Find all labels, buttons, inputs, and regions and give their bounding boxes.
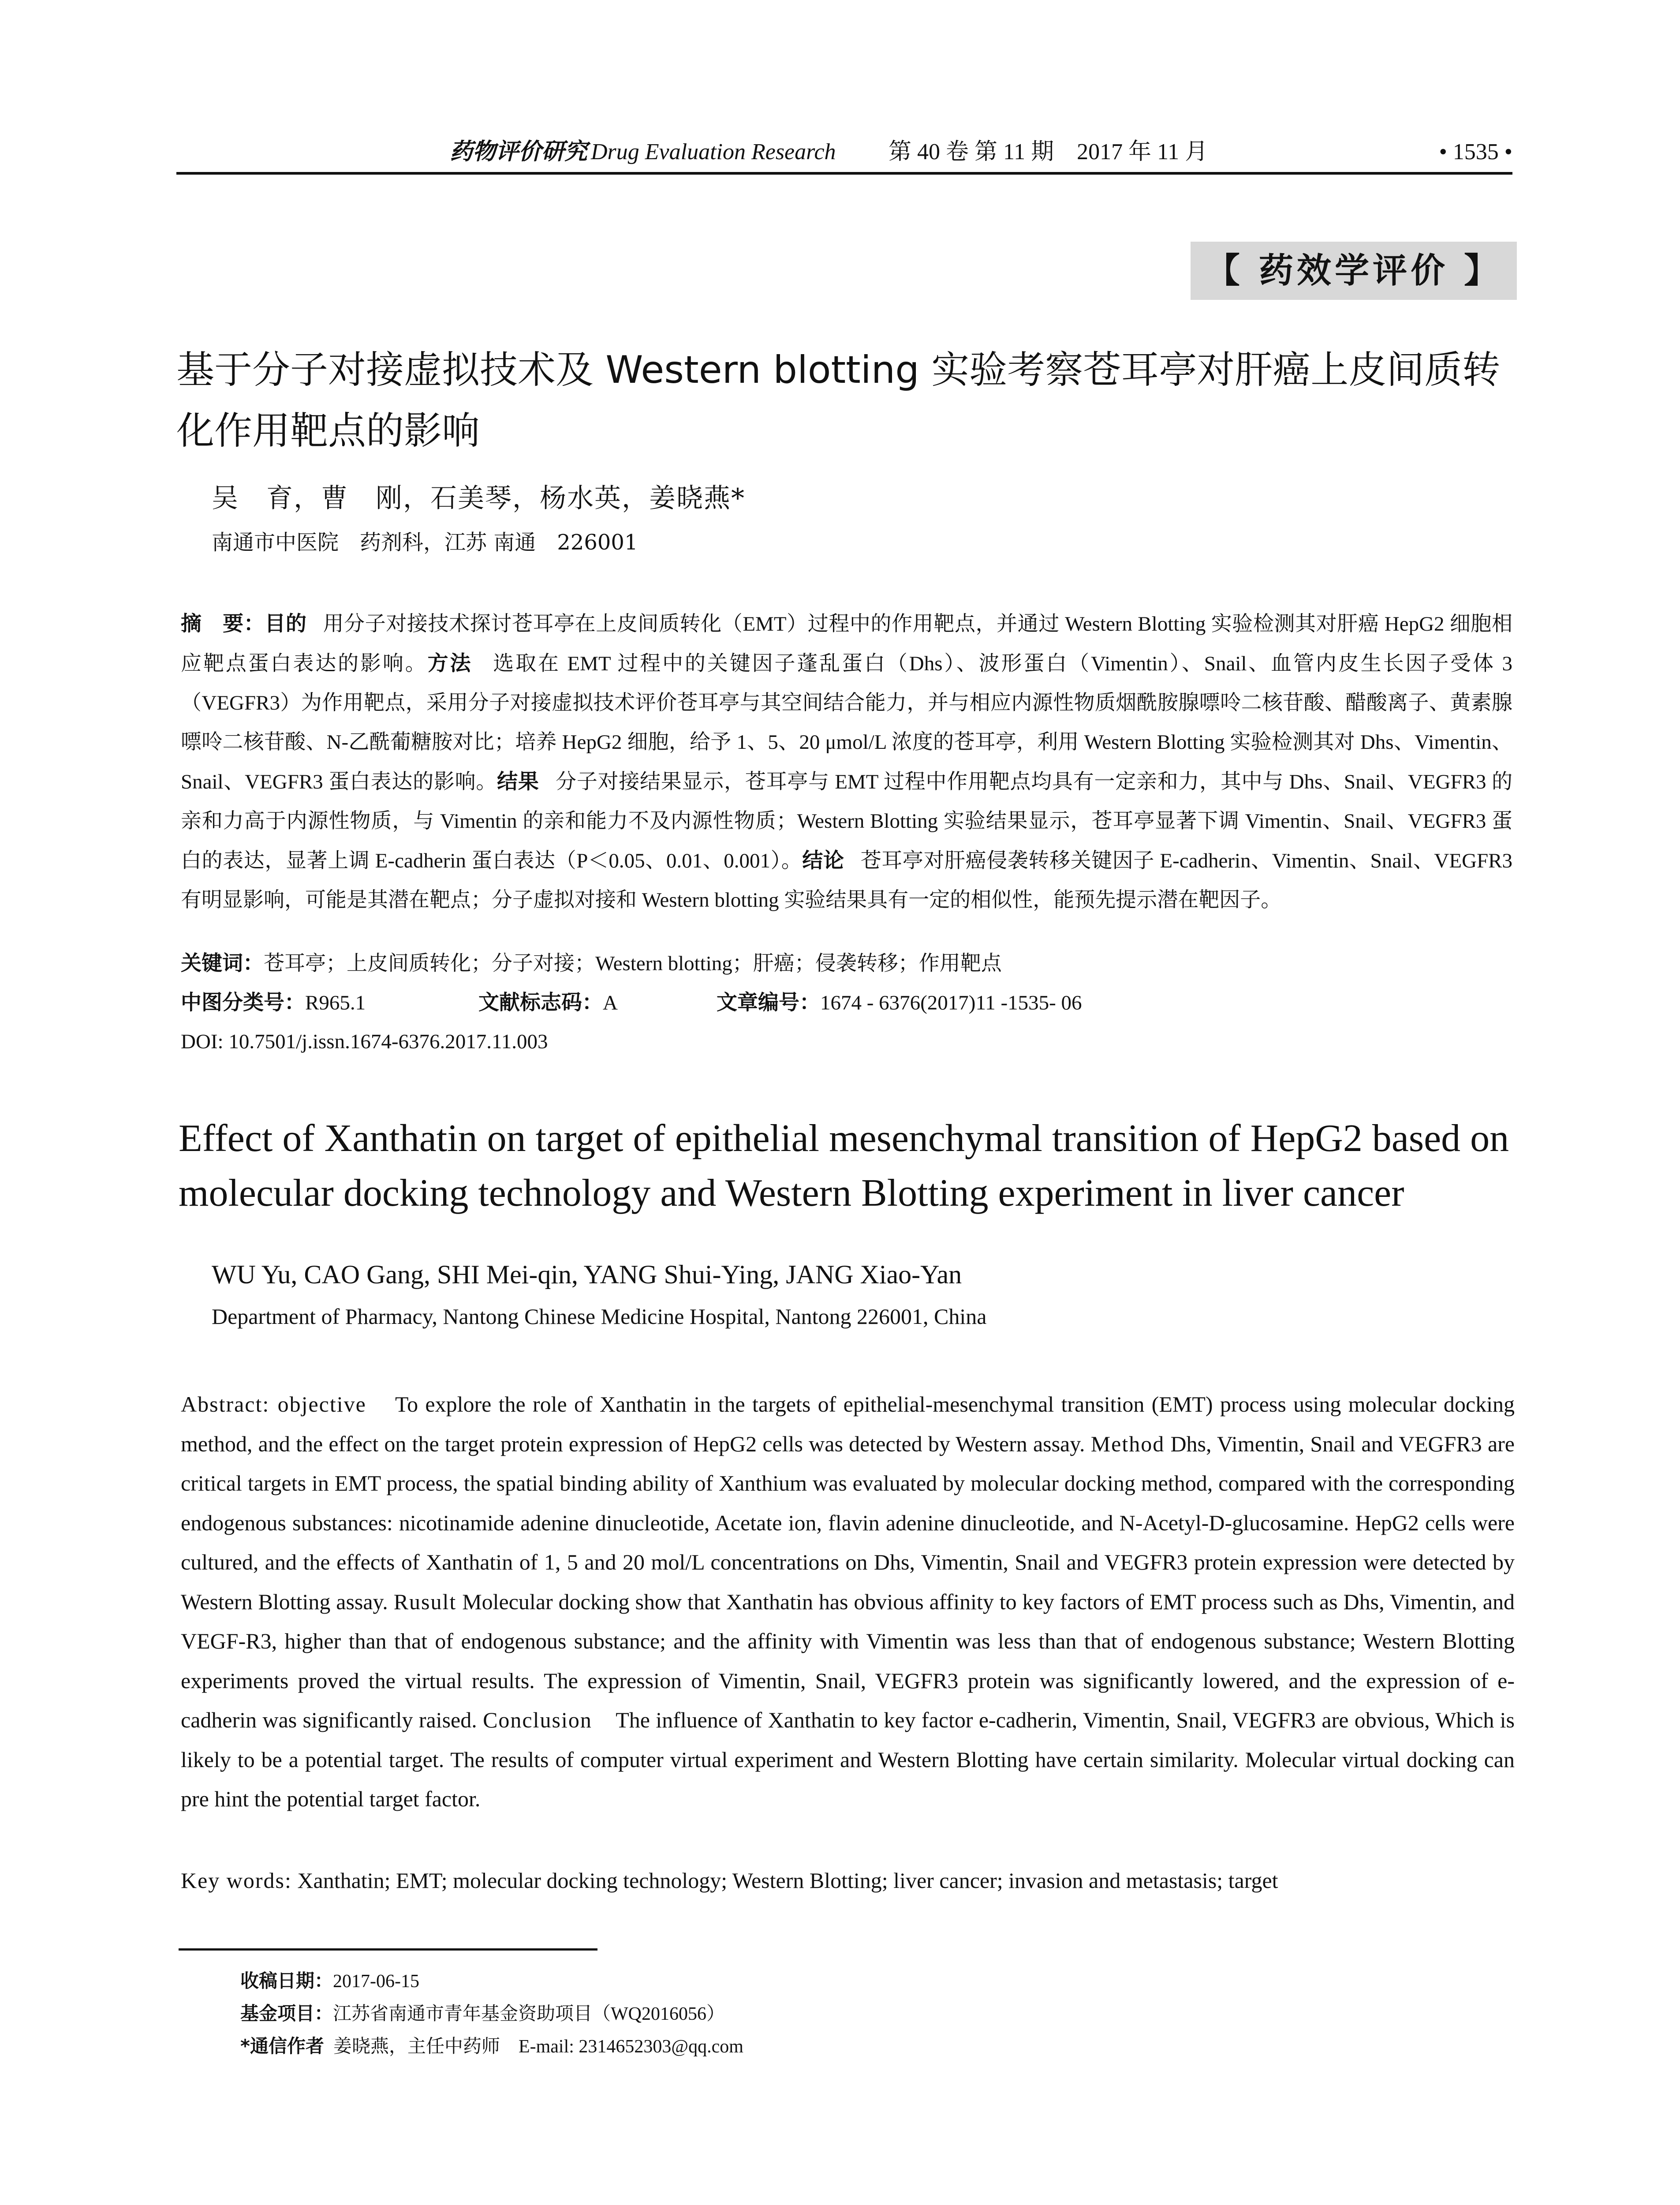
running-header bbox=[176, 132, 1512, 175]
affiliation-en: Department of Pharmacy, Nantong Chinese Medicine Hospital, Nantong 226001, China bbox=[212, 1304, 987, 1329]
result-cn: 分子对接结果显示，苍耳亭与 EMT 过程中作用靶点均具有一定亲和力，其中与 Dhs、Snail、VEGFR3 的亲和力高于内源性物质，与 Vimentin 的亲和能力不及内源性物质；Western Blotting 实验结果显示，苍耳亭显著下调 Vimentin、Snail、VEGFR3 蛋白的表达，显著上调 E-cadherin 蛋白表达（P＜0.05、0.01、0.001）。 bbox=[181, 770, 1513, 872]
conclusion-en: The influence of Xanthatin to key factor e-cadherin, Vimentin, Snail, VEGFR3 are obvious, Which is likely to be a potential target. The results of computer virtual experiment and Western Blotting have certain similarity. Molecular virtual docking can pre hint the potential target factor. bbox=[181, 1708, 1515, 1811]
abstract-cn bbox=[181, 604, 1512, 920]
page-number: • 1535 • bbox=[1439, 139, 1512, 164]
method-en: Dhs, Vimentin, Snail and VEGFR3 are critical targets in EMT process, the spatial binding ability of Xanthium was evaluated by molecular docking method, compared with the corresponding endogenous substances: nicotinamide adenine dinucleotide, Acetate ion, flavin adenine dinucleotide, and N-Acetyl-D-glucosamine. HepG2 cells were cultured, and the effects of Xanthatin of 1, 5 and 20 mol/L concentrations on Dhs, Vimentin, Snail and VEGFR3 protein expression were detected by Western Blotting assay. bbox=[181, 1431, 1515, 1614]
clc-value: R965.1 bbox=[305, 991, 366, 1014]
journal-name-cn: 药物评价研究 bbox=[450, 139, 588, 164]
objective-label-cn: 目的 bbox=[265, 612, 307, 636]
journal-name-en: Drug Evaluation Research bbox=[591, 139, 836, 164]
authors-cn: 吴 育，曹 刚，石美琴，杨水英，姜晓燕* bbox=[212, 483, 745, 514]
classification-line bbox=[181, 983, 1512, 1023]
abstract-en-label: Abstract: objective bbox=[181, 1392, 366, 1416]
keywords-cn-text: 苍耳亭；上皮间质转化；分子对接；Western blotting；肝癌；侵袭转移；作用靶点 bbox=[264, 952, 1002, 975]
section-tag: 【 药效学评价 】 bbox=[1191, 242, 1517, 300]
footnote-divider bbox=[179, 1948, 597, 1951]
corresponding-text: 姜晓燕，主任中药师 E-mail: 2314652303@qq.com bbox=[333, 2037, 743, 2057]
clc-label: 中图分类号： bbox=[181, 990, 305, 1015]
keywords-en bbox=[181, 1861, 1515, 1900]
issue-info: 第 40 卷 第 11 期 2017 年 11 月 bbox=[889, 139, 1208, 164]
title-cn: 基于分子对接虚拟技术及 Western blotting 实验考察苍耳亭对肝癌上皮间质转化作用靶点的影响 bbox=[176, 348, 1501, 453]
authors-en: WU Yu, CAO Gang, SHI Mei-qin, YANG Shui-Ying, JANG Xiao-Yan bbox=[212, 1260, 962, 1289]
fund-text: 江苏省南通市青年基金资助项目（WQ2016056） bbox=[333, 2004, 725, 2024]
doc-code-label: 文献标志码： bbox=[478, 990, 603, 1015]
received-label: 收稿日期： bbox=[240, 1970, 333, 1992]
abstract-en bbox=[181, 1385, 1515, 1819]
footnote-corresponding bbox=[240, 2033, 743, 2060]
footnote-received bbox=[240, 1968, 419, 1995]
fund-label: 基金项目： bbox=[240, 2003, 333, 2024]
title-en: Effect of Xanthatin on target of epithelial mesenchymal transition of HepG2 based on molecular docking technology and Western Blotting experiment in liver cancer bbox=[179, 1117, 1509, 1215]
keywords-en-text: Xanthatin; EMT; molecular docking technology; Western Blotting; liver cancer; invasion and metastasis; target bbox=[297, 1868, 1278, 1893]
objective-en: To explore the role of Xanthatin in the targets of epithelial-mesenchymal transition (EMT) process using molecular docking method, and the effect on the target protein expression of HepG2 cells was detected by Western assay. bbox=[181, 1392, 1515, 1456]
received-date: 2017-06-15 bbox=[333, 1971, 419, 1992]
conclusion-label-cn: 结论 bbox=[802, 848, 844, 873]
article-no-value: 1674 - 6376(2017)11 -1535- 06 bbox=[820, 991, 1082, 1014]
result-label-cn: 结果 bbox=[497, 770, 539, 794]
result-label-en: Rusult bbox=[393, 1589, 457, 1614]
objective-cn: 用分子对接技术探讨苍耳亭在上皮间质转化（EMT）过程中的作用靶点，并通过 Western Blotting 实验检测其对肝癌 HepG2 细胞相应靶点蛋白表达的影响。 bbox=[181, 613, 1513, 675]
conclusion-cn: 苍耳亭对肝癌侵袭转移关键因子 E-cadherin、Vimentin、Snail、VEGFR3 有明显影响，可能是其潜在靶点；分子虚拟对接和 Western blotting 实验结果具有一定的相似性，能预先提示潜在靶因子。 bbox=[181, 849, 1513, 912]
affiliation-cn: 南通市中医院 药剂科，江苏 南通 226001 bbox=[212, 530, 638, 555]
corresponding-label: *通信作者 bbox=[240, 2035, 324, 2057]
method-label-cn: 方法 bbox=[427, 651, 473, 676]
abstract-cn-label: 摘 要： bbox=[181, 612, 265, 636]
doi: DOI: 10.7501/j.issn.1674-6376.2017.11.003 bbox=[181, 1030, 548, 1053]
keywords-cn bbox=[181, 944, 1002, 983]
footnote-fund bbox=[240, 2000, 725, 2027]
conclusion-label-en: Conclusion bbox=[483, 1708, 592, 1732]
keywords-en-label: Key words: bbox=[181, 1868, 292, 1893]
article-no-label: 文章编号： bbox=[717, 990, 820, 1015]
result-en: Molecular docking show that Xanthatin has obvious affinity to key factors of EMT process such as Dhs, Vimentin, and VEGF-R3, higher than that of endogenous substance; and the affinity with Vimentin was less than that of endogenous substance; Western Blotting experiments proved the virtual results. The expression of Vimentin, Snail, VEGFR3 protein was significantly lowered, and the expression of e-cadherin was significantly raised. bbox=[181, 1589, 1515, 1732]
method-cn: 选取在 EMT 过程中的关键因子蓬乱蛋白（Dhs）、波形蛋白（Vimentin）、Snail、血管内皮生长因子受体 3（VEGFR3）为作用靶点，采用分子对接虚拟技术评价苍耳亭与其空间结合能力，并与相应内源性物质烟酰胺腺嘌呤二核苷酸、醋酸离子、黄素腺嘌呤二核苷酸、N-乙酰葡糖胺对比；培养 HepG2 细胞，给予 1、5、20 μmol/L 浓度的苍耳亭，利用 Western Blotting 实验检测其对 Dhs、Vimentin、Snail、VEGFR3 蛋白表达的影响。 bbox=[181, 652, 1513, 793]
method-label-en: Method bbox=[1090, 1431, 1165, 1456]
doc-code-value: A bbox=[603, 991, 618, 1014]
keywords-cn-label: 关键词： bbox=[181, 951, 264, 975]
